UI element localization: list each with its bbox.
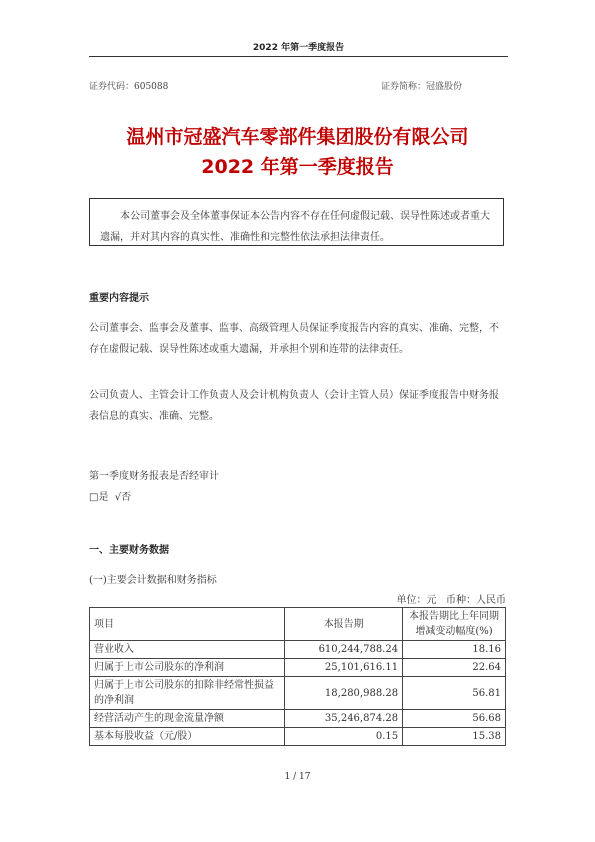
table-row — [90, 728, 506, 746]
unit-label: 单位：元 币种：人民币 — [396, 595, 506, 606]
important-para-2: 公司负责人、主管会计工作负责人及会计机构负责人（会计主管人员）保证季度报告中财务报表信息的真实、准确、完整。 — [89, 390, 499, 422]
important-para-1: 公司董事会、监事会及董事、监事、高级管理人员保证季度报告内容的真实、准确、完整，不存在虚假记载、误导性陈述或重大遗漏，并承担个别和连带的法律责任。 — [89, 323, 499, 355]
table-row — [90, 710, 506, 728]
table-cell: 营业收入 — [90, 641, 285, 659]
security-code: 证券代码：605088 — [89, 82, 169, 92]
table-header-cell: 本报告期比上年同期增减变动幅度(%) — [403, 608, 506, 641]
financial-table — [89, 607, 506, 746]
important-heading: 重要内容提示 — [89, 293, 149, 304]
table-cell: 610,244,788.24 — [285, 641, 403, 659]
company-title: 温州市冠盛汽车零部件集团股份有限公司 — [126, 126, 469, 148]
report-title: 2022 年第一季度报告 — [201, 156, 394, 178]
section-1-heading: 一、主要财务数据 — [89, 545, 169, 556]
section-1-subheading: (一)主要会计数据和财务指标 — [89, 575, 217, 586]
audit-answer: □是 √否 — [89, 492, 132, 503]
table-cell: 35,246,874.28 — [285, 710, 403, 728]
table-cell: 归属于上市公司股东的净利润 — [90, 659, 285, 677]
table-cell: 18,280,988.28 — [285, 677, 403, 710]
security-short-name: 证券简称：冠盛股份 — [381, 82, 463, 92]
table-header-row — [90, 608, 506, 641]
table-row — [90, 677, 506, 710]
table-cell: 经营活动产生的现金流量净额 — [90, 710, 285, 728]
table-row — [90, 659, 506, 677]
board-notice-box: 本公司董事会及全体董事保证本公告内容不存在任何虚假记载、误导性陈述或者重大遗漏，并对其内容的真实性、准确性和完整性依法承担法律责任。 — [89, 198, 504, 246]
table-cell: 56.68 — [403, 710, 506, 728]
table-header-cell: 本报告期 — [285, 608, 403, 641]
page-header: 2022 年第一季度报告 — [252, 43, 345, 53]
table-row — [90, 641, 506, 659]
security-code-line — [89, 79, 508, 92]
table-cell: 18.16 — [403, 641, 506, 659]
table-cell: 56.81 — [403, 677, 506, 710]
header-divider — [89, 56, 508, 57]
page-number: 1 / 17 — [284, 772, 311, 782]
table-cell: 25,101,616.11 — [285, 659, 403, 677]
table-cell: 基本每股收益（元/股） — [90, 728, 285, 746]
table-header-cell: 项目 — [90, 608, 285, 641]
table-cell: 0.15 — [285, 728, 403, 746]
table-cell: 归属于上市公司股东的扣除非经常性损益的净利润 — [90, 677, 285, 710]
table-cell: 15.38 — [403, 728, 506, 746]
table-cell: 22.64 — [403, 659, 506, 677]
audit-question: 第一季度财务报表是否经审计 — [89, 471, 219, 482]
